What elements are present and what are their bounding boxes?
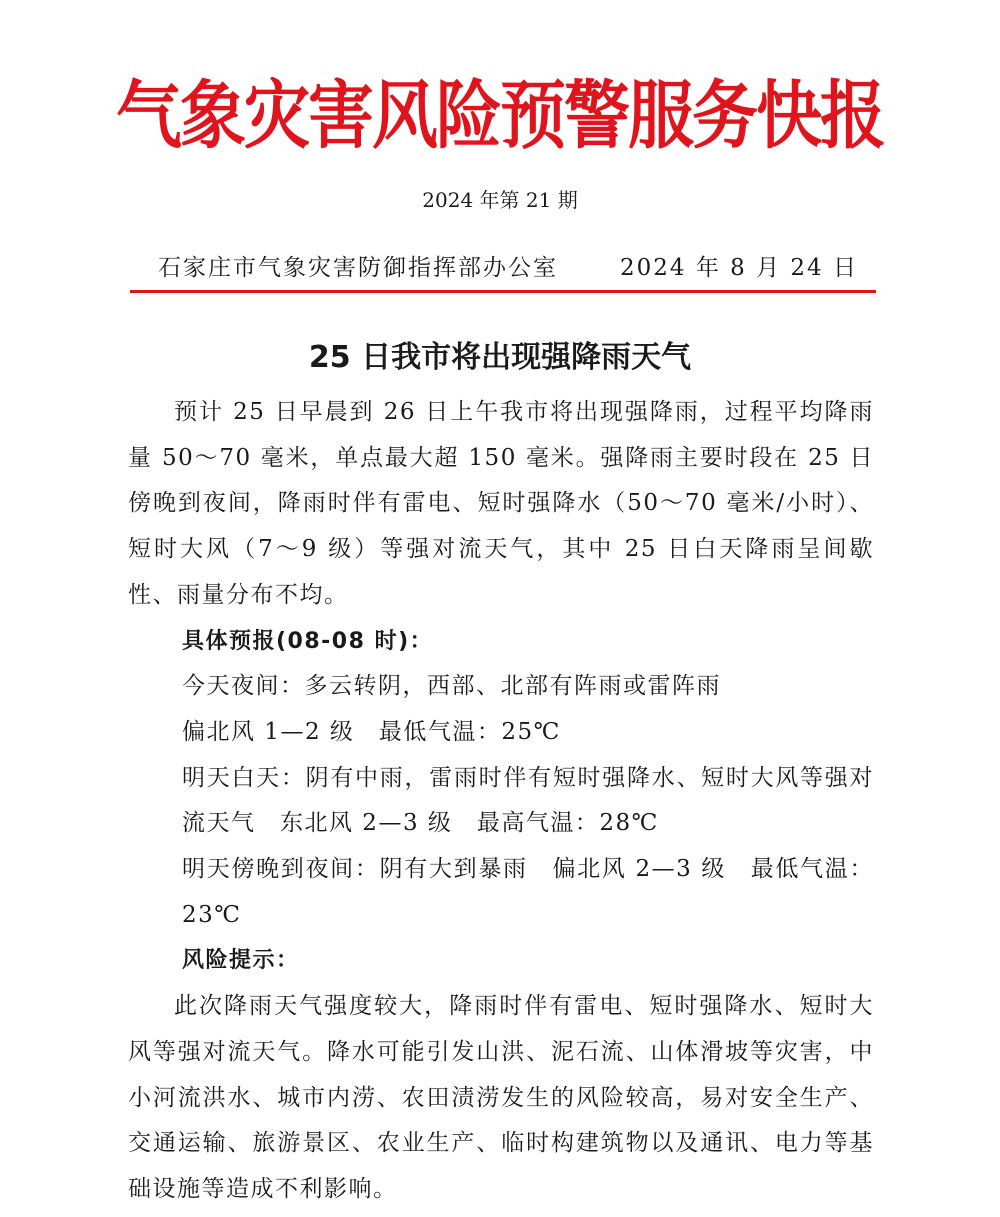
article-body [128,390,874,1213]
forecast-tonight-wind: 偏北风 1—2 级 最低气温：25℃ [182,718,561,745]
issue-date: 2024 年 8 月 24 日 [620,255,858,281]
red-divider [130,290,876,293]
forecast-tomorrow-day: 明天白天：阴有中雨，雷雨时伴有短时强降水、短时大风等强对流天气 东北风 2—3 级 最高气温：28℃ [182,764,874,837]
article-headline: 25 日我市将出现强降雨天气 [308,340,692,375]
forecast-tonight: 今天夜间：多云转阴，西部、北部有阵雨或雷阵雨 [182,673,721,700]
risk-heading: 风险提示： [182,948,300,974]
issuer-organization: 石家庄市气象灾害防御指挥部办公室 [158,255,558,281]
masthead-title: 气象灾害风险预警服务快报 [116,71,884,159]
forecast-tomorrow-night: 明天傍晚到夜间：阴有大到暴雨 偏北风 2—3 级 最低气温：23℃ [182,856,874,928]
forecast-heading: 具体预报(08-08 时)： [182,628,434,654]
summary-paragraph: 预计 25 日早晨到 26 日上午我市将出现强降雨，过程平均降雨量 50～70 毫米，单点最大超 150 毫米。强降雨主要时段在 25 日傍晚到夜间，降雨时伴有雷电、短时强降水（50～70 毫米/小时）、短时大风（7～9 级）等强对流天气，其中 25 日白天降雨呈间歇性、雨量分布不均。 [128,399,874,608]
risk-paragraph: 此次降雨天气强度较大，降雨时伴有雷电、短时强降水、短时大风等强对流天气。降水可能引发山洪、泥石流、山体滑坡等灾害，中小河流洪水、城市内涝、农田渍涝发生的风险较高，易对安全生产、交通运输、旅游景区、农业生产、临时构建筑物以及通讯、电力等基础设施等造成不利影响。 [128,993,874,1202]
issue-number: 2024 年第 21 期 [422,188,578,212]
